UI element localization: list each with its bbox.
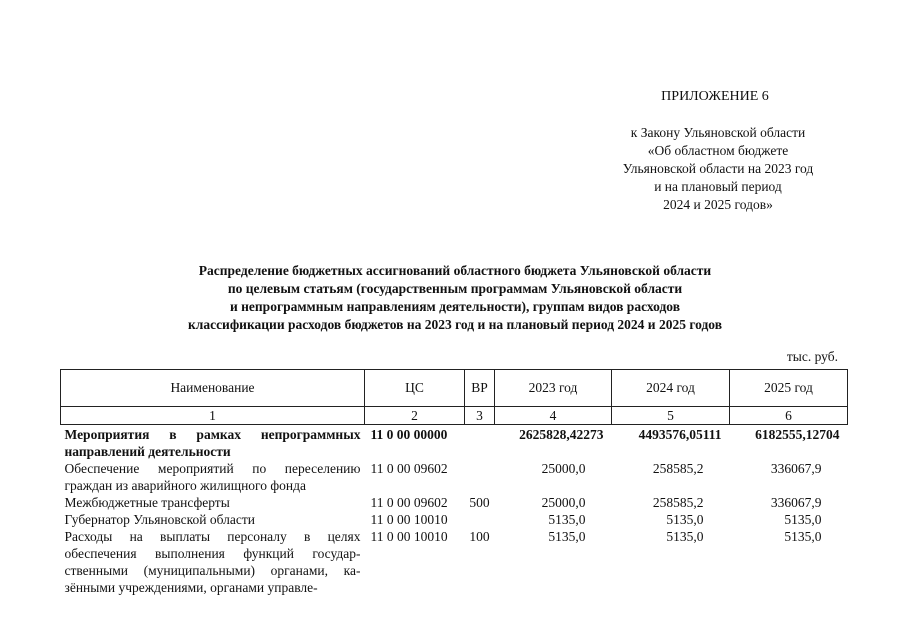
- table-row: [61, 528, 848, 596]
- row-2025: 6182555,12704: [755, 427, 840, 442]
- row-2025: 336067,9: [770, 495, 822, 510]
- title-line: классификации расходов бюджетов на 2023 год и на плановый период 2024 и 2025 годов: [187, 317, 723, 332]
- row-2023: 5135,0: [548, 512, 586, 527]
- row-2023: 2625828,42273: [519, 427, 604, 442]
- appendix-title: ПРИЛОЖЕНИЕ 6: [661, 89, 769, 104]
- row-name: Мероприятия в рамках непрограммных направлений деятельности: [64, 427, 361, 459]
- law-line: Ульяновской области на 2023 год: [622, 161, 814, 176]
- column-number: 5: [612, 407, 730, 425]
- column-number: 3: [465, 407, 495, 425]
- header-name: Наименование: [61, 370, 365, 407]
- title-line: Распределение бюджетных ассигнований областного бюджета Ульяновской области: [198, 263, 712, 278]
- title-line: и непрограммным направлениям деятельности), группам видов расходов: [229, 299, 681, 314]
- row-2023: 25000,0: [541, 495, 586, 510]
- row-2025: 5135,0: [784, 529, 822, 544]
- column-number: 6: [730, 407, 848, 425]
- column-number: 4: [495, 407, 612, 425]
- header-2025: 2025 год: [730, 370, 848, 407]
- table-row: [61, 460, 848, 494]
- row-name: Межбюджетные трансферты: [64, 495, 230, 510]
- table-row: [61, 511, 848, 528]
- row-2023: 25000,0: [541, 461, 586, 476]
- units-label: тыс. руб.: [786, 349, 838, 364]
- law-line: 2024 и 2025 годов»: [663, 197, 773, 212]
- law-line: «Об областном бюджете: [647, 143, 789, 158]
- row-cs: 11 0 00 09602: [370, 461, 448, 476]
- row-2025: 336067,9: [770, 461, 822, 476]
- row-vr: [465, 511, 495, 528]
- header-2023: 2023 год: [495, 370, 612, 407]
- row-vr: 500: [469, 495, 490, 510]
- row-vr: [465, 460, 495, 494]
- row-cs: 11 0 00 00000: [370, 427, 448, 442]
- law-reference: [598, 124, 838, 214]
- column-number-row: [61, 407, 848, 425]
- row-2024: 5135,0: [666, 529, 704, 544]
- header-2024: 2024 год: [612, 370, 730, 407]
- row-name: Расходы на выплаты персоналу в целях обеспечения выполнения функций государственными (муниципальными) органами, казёнными учреждениями, органами управле-: [64, 529, 361, 595]
- row-vr: [465, 425, 495, 461]
- row-2024: 258585,2: [652, 495, 704, 510]
- row-2024: 4493576,05111: [638, 427, 722, 442]
- row-2024: 5135,0: [666, 512, 704, 527]
- row-2024: 258585,2: [652, 461, 704, 476]
- row-name: Обеспечение мероприятий по переселению граждан из аварийного жилищного фонда: [64, 461, 361, 493]
- row-2023: 5135,0: [548, 529, 586, 544]
- law-line: к Закону Ульяновской области: [630, 125, 806, 140]
- budget-table: [60, 369, 848, 596]
- title-line: по целевым статьям (государственным программам Ульяновской области: [227, 281, 683, 296]
- row-vr: 100: [469, 529, 490, 544]
- row-cs: 11 0 00 10010: [370, 512, 448, 527]
- header-vr: ВР: [465, 370, 495, 407]
- law-line: и на плановый период: [654, 179, 782, 194]
- row-2025: 5135,0: [784, 512, 822, 527]
- column-number: 1: [61, 407, 365, 425]
- row-cs: 11 0 00 09602: [370, 495, 448, 510]
- document-title: [120, 262, 790, 334]
- table-header-row: [61, 370, 848, 407]
- header-cs: ЦС: [365, 370, 465, 407]
- row-name: Губернатор Ульяновской области: [64, 512, 256, 527]
- table-row: [61, 494, 848, 511]
- table-row: [61, 425, 848, 461]
- row-cs: 11 0 00 10010: [370, 529, 448, 544]
- column-number: 2: [365, 407, 465, 425]
